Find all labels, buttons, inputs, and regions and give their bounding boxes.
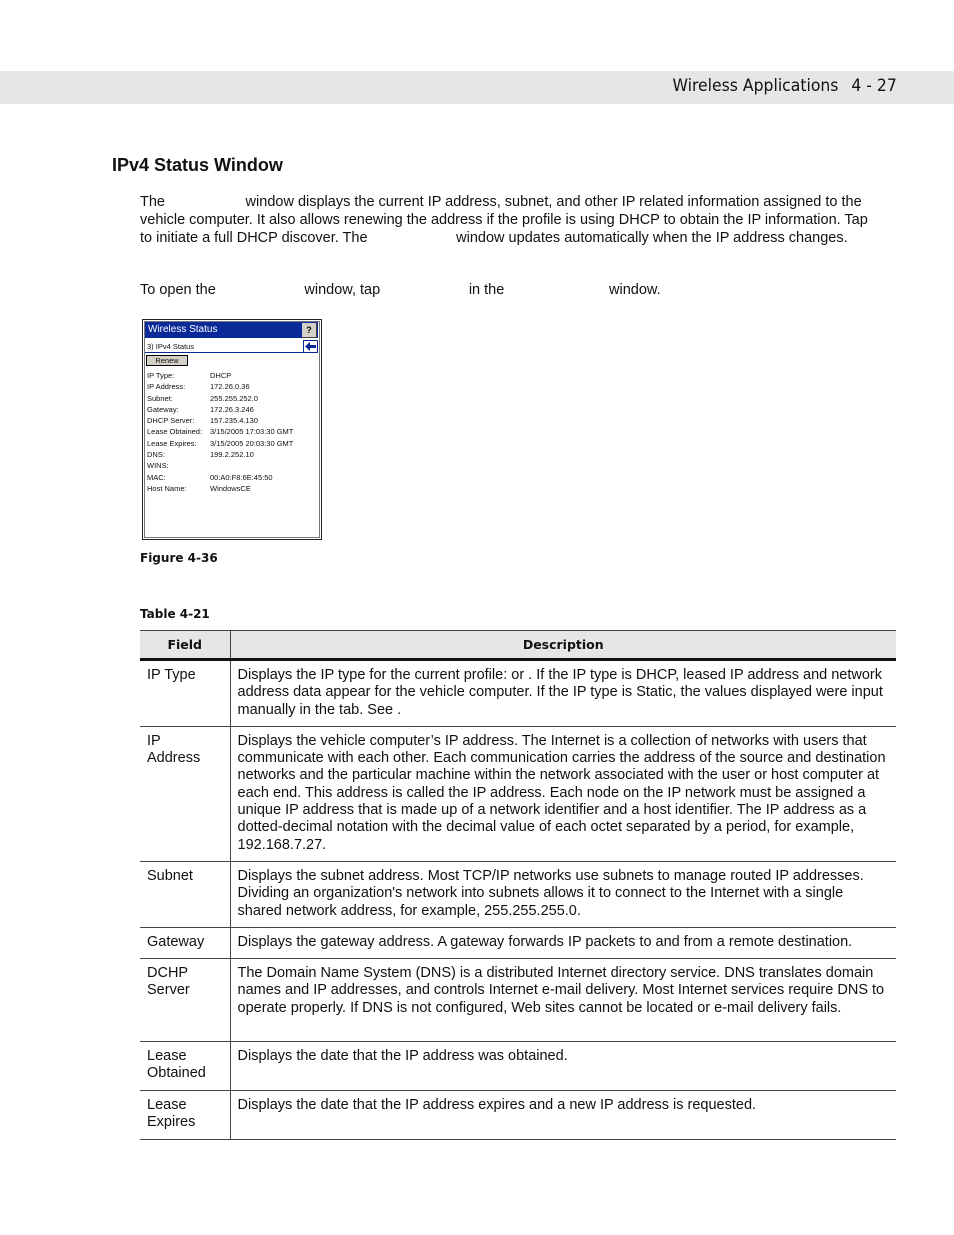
table-row	[140, 726, 896, 861]
table-row	[140, 959, 896, 1042]
section-title: IPv4 Status Window	[112, 155, 283, 175]
field-row: Lease Expires: 3/15/2005 20:03:30 GMT	[147, 438, 294, 448]
field-row: Lease Obtained: 3/15/2005 17:03:30 GMT	[147, 427, 294, 437]
figure-caption: Figure 4-36	[140, 551, 218, 565]
field-cell: Lease Expires	[140, 1091, 230, 1140]
field-cell: IP Type	[140, 660, 230, 727]
description-cell: Displays the date that the IP address was obtained.	[230, 1042, 896, 1091]
field-row: WINS:	[147, 461, 169, 471]
device-screenshot	[142, 319, 322, 540]
status-view-label: 3) IPv4 Status	[147, 342, 195, 351]
field-row: MAC: 00:A0:F8:6E:45:50	[147, 472, 273, 482]
field-row: IP Address: 172.26.0.36	[147, 382, 250, 392]
description-cell: The Domain Name System (DNS) is a distributed Internet directory service. DNS translates domain names and IP addresses, and controls Internet e-mail delivery. Most Internet services require DNS to operate properly. If DNS is not configured, Web sites cannot be located or e-mail delivery fails.	[230, 959, 896, 1042]
help-button[interactable]: ?	[302, 323, 317, 338]
field-cell: Gateway	[140, 927, 230, 958]
ip-status-fields	[147, 370, 293, 494]
field-row: Subnet: 255.255.252.0	[147, 393, 258, 403]
table-row	[140, 1042, 896, 1091]
header-page-number: 4 - 27	[851, 76, 897, 96]
field-row: Host Name: WindowsCE	[147, 483, 251, 493]
open-window-paragraph: To open the window, tap in the window.	[140, 282, 661, 298]
field-cell: Lease Obtained	[140, 1042, 230, 1091]
field-row: DHCP Server: 157.235.4.130	[147, 416, 258, 426]
back-arrow-icon	[304, 341, 317, 352]
table-row	[140, 1091, 896, 1140]
table-row	[140, 927, 896, 958]
renew-button[interactable]: Renew	[146, 355, 188, 366]
column-header-description: Description	[230, 631, 896, 660]
intro-paragraph: The window displays the current IP address, subnet, and other IP related information assigned to the vehicle computer. It also allows renewing the address if the profile is using DHCP to obtain the IP information. Tap to initiate a full DHCP discover. The window updates automatically when the IP address changes.	[140, 194, 921, 246]
description-cell: Displays the gateway address. A gateway forwards IP packets to and from a remote destination.	[230, 927, 896, 958]
field-row: DNS: 199.2.252.10	[147, 450, 254, 460]
header-section: Wireless Applications	[672, 76, 839, 96]
page-header	[673, 76, 897, 96]
column-header-field: Field	[140, 631, 230, 660]
table-row	[140, 861, 896, 927]
table-caption: Table 4-21	[140, 607, 210, 621]
ipv4-fields-table	[140, 630, 896, 1140]
field-cell: IP Address	[140, 726, 230, 861]
field-row: Gateway: 172.26.3.246	[147, 404, 254, 414]
table-header-row	[140, 631, 896, 660]
field-cell: Subnet	[140, 861, 230, 927]
device-titlebar	[145, 322, 318, 338]
back-arrow-button[interactable]	[303, 340, 318, 353]
description-cell: Displays the vehicle computer’s IP address. The Internet is a collection of networks with users that communicate with each other. Each communication carries the address of the source and destination networks and the particular machine within the network associated with the user or host computer at each end. This address is called the IP address. Each node on the IP network must be assigned a unique IP address that is made up of a network identifier and a host identifier. The IP address as a dotted-decimal notation with the decimal value of each octet separated by a period, for example, 192.168.7.27.	[230, 726, 896, 861]
field-cell: DCHP Server	[140, 959, 230, 1042]
table-row	[140, 660, 896, 727]
description-cell: Displays the date that the IP address expires and a new IP address is requested.	[230, 1091, 896, 1140]
field-row: IP Type: DHCP	[147, 371, 232, 380]
description-cell: Displays the subnet address. Most TCP/IP networks use subnets to manage routed IP addresses. Dividing an organization's network into subnets allows it to connect to the Internet with a single shared network address, for example, 255.255.255.0.	[230, 861, 896, 927]
device-title: Wireless Status	[148, 324, 218, 335]
status-view-select[interactable]	[145, 340, 318, 353]
description-cell: Displays the IP type for the current profile: or . If the IP type is DHCP, leased IP address and network address data appear for the vehicle computer. If the IP type is Static, the values displayed were input manually in the tab. See .	[230, 660, 896, 727]
